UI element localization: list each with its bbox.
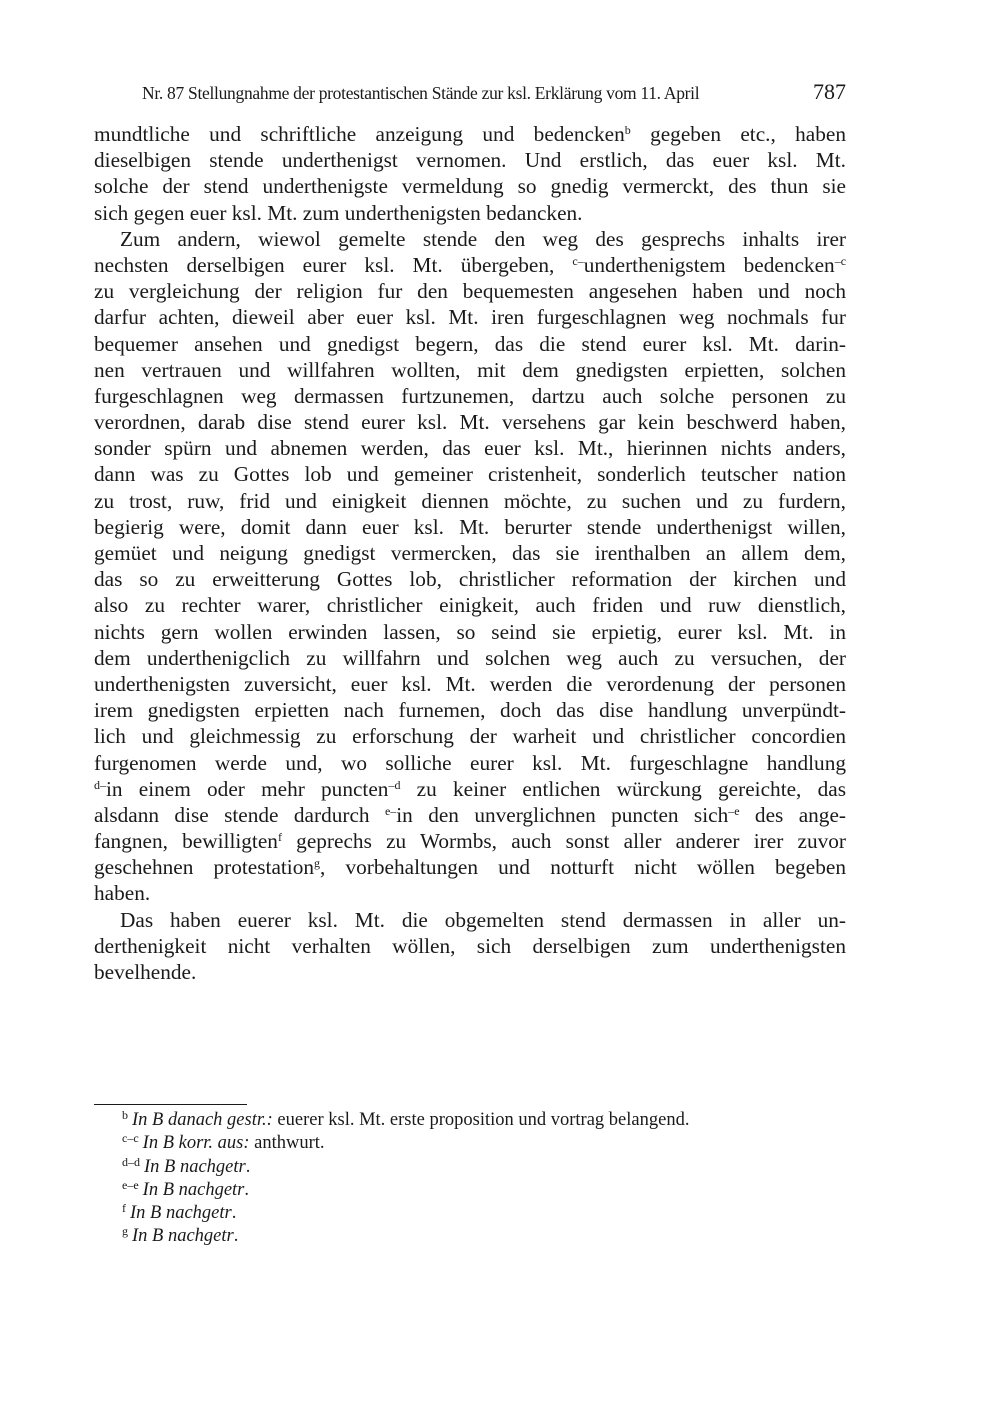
- text-line: bequemer ansehen und gnedigst begern, das die stend eurer ksl. Mt. darin-: [94, 331, 846, 356]
- footnote-marker: g: [314, 856, 321, 871]
- footnote-marker: d–: [94, 777, 106, 792]
- text-line: bevelhende.: [94, 960, 197, 984]
- main-text: [94, 121, 846, 985]
- footnote-marker: c–: [572, 253, 584, 268]
- text-line: lich und gleichmessig zu erforschung der warheit und christlicher concordien: [94, 724, 846, 749]
- text-line: mundtliche und schriftliche anzeigung und bedencken$^b$ gegeben etc., haben: [94, 122, 846, 146]
- paragraph-start-line: Zum andern, wiewol gemelte stende den weg des gesprechs inhalts irer: [120, 226, 846, 251]
- footnote-marker: –e: [728, 803, 740, 818]
- text-line: geschehnen protestation$^g$, vorbehaltungen und notturft nicht wöllen begeben: [94, 855, 846, 880]
- footnote-marker: b: [624, 123, 631, 137]
- footnote: $^b$ In B danach gestr.: euerer ksl. Mt. erste proposition und vortrag belangend.: [122, 1108, 690, 1130]
- text-line: das so zu erweitterung Gottes lob, christlicher reformation der kirchen und: [94, 567, 846, 592]
- text-line: also zu rechter warer, christlicher einigkeit, auch friden und ruw dienstlich,: [94, 593, 846, 618]
- text-line: nichts gern wollen erwinden lassen, so seind sie erpietig, eurer ksl. Mt. in: [94, 619, 846, 644]
- text-line: haben.: [94, 881, 151, 906]
- text-line: gemüet und neigung gnedigst vermercken, das sie irenthalben an allem dem,: [94, 541, 846, 565]
- text-line: solche der stend underthenigste vermeldung so gnedig vermerckt, des thun sie: [94, 174, 846, 199]
- text-line: furgenomen werde und, wo solliche eurer ksl. Mt. furgeschlagne handlung: [94, 750, 846, 775]
- text-line: sonder spürn und abnemen werden, das euer ksl. Mt., hierinnen nichts anders,: [94, 436, 846, 461]
- footnote-marker: –d: [388, 777, 401, 792]
- footnote-marker: f: [277, 830, 282, 845]
- footnotes: [122, 1109, 689, 1249]
- text-line: dem underthenigclich zu willfahrn und solchen weg auch zu versuchen, der: [94, 645, 846, 670]
- footnote: $^g$ In B nachgetr.: [122, 1224, 239, 1247]
- text-line: dieselbigen stende underthenigst vernomen. Und erstlich, das euer ksl. Mt.: [94, 148, 846, 173]
- footnote-marker: e–: [384, 803, 397, 818]
- footnote: $^{d-d}$ In B nachgetr.: [122, 1154, 251, 1177]
- running-header: [142, 78, 846, 108]
- text-line: zu trost, ruw, frid und einigkeit diennen möchte, zu suchen und zu furdern,: [94, 488, 846, 513]
- text-line: alsdann dise stende dardurch $^{e-}$in den unverglichnen puncten sich$^{-e}$ des ange-: [94, 802, 846, 827]
- footnote-marker: –c: [834, 253, 847, 268]
- text-line: dann was zu Gottes lob und gemeiner cristenheit, sonderlich teutscher nation: [94, 462, 846, 487]
- text-line: nen vertrauen und willfahren wollten, mit dem gnedigsten erpietten, solchen: [94, 357, 846, 382]
- text-line: darfur achten, dieweil aber euer ksl. Mt. iren furgeschlagnen weg nochmals fur: [94, 305, 846, 330]
- footnote: $^{c-c}$ In B korr. aus: anthwurt.: [122, 1131, 325, 1154]
- text-line: underthenigsten zuversicht, euer ksl. Mt. werden die verordenung der personen: [94, 671, 846, 696]
- text-line: begierig were, domit dann euer ksl. Mt. berurter stende underthenigst willen,: [94, 514, 846, 539]
- text-line: fangnen, bewilligten$^f$ geprechs zu Wormbs, auch sonst aller anderer irer zuvor: [94, 829, 846, 854]
- footnote-separator: [94, 1104, 247, 1105]
- running-title: Nr. 87 Stellungnahme der protestantischen Stände zur ksl. Erklärung vom 11. April: [142, 83, 700, 103]
- paragraph-start-line: Das haben euerer ksl. Mt. die obgemelten stend dermassen in aller un-: [120, 907, 846, 932]
- text-line: sich gegen euer ksl. Mt. zum underthenigsten bedancken.: [94, 200, 583, 225]
- page-number: 787: [813, 79, 846, 104]
- text-line: nechsten derselbigen eurer ksl. Mt. übergeben, $^{c-}$underthenigstem bedencken$^{-c}$: [94, 252, 847, 277]
- footnote: $^f$ In B nachgetr.: [122, 1201, 237, 1224]
- footnote: $^{e-e}$ In B nachgetr.: [122, 1177, 250, 1200]
- text-line: derthenigkeit nicht verhalten wöllen, sich derselbigen zum underthenigsten: [94, 933, 846, 958]
- text-line: zu vergleichung der religion fur den bequemesten angesehen haben und noch: [94, 279, 846, 304]
- text-line: verordnen, darab dise stend eurer ksl. Mt. versehens gar kein beschwerd haben,: [94, 410, 846, 435]
- text-line: furgeschlagnen weg dermassen furtzunemen, dartzu auch solche personen zu: [94, 383, 846, 408]
- text-line: irem gnedigsten erpietten nach furnemen, doch das dise handlung unverpündt-: [94, 698, 846, 723]
- text-line: $^{d-}$in einem oder mehr puncten$^{-d}$ zu keiner entlichen würckung gereichte, das: [94, 776, 846, 801]
